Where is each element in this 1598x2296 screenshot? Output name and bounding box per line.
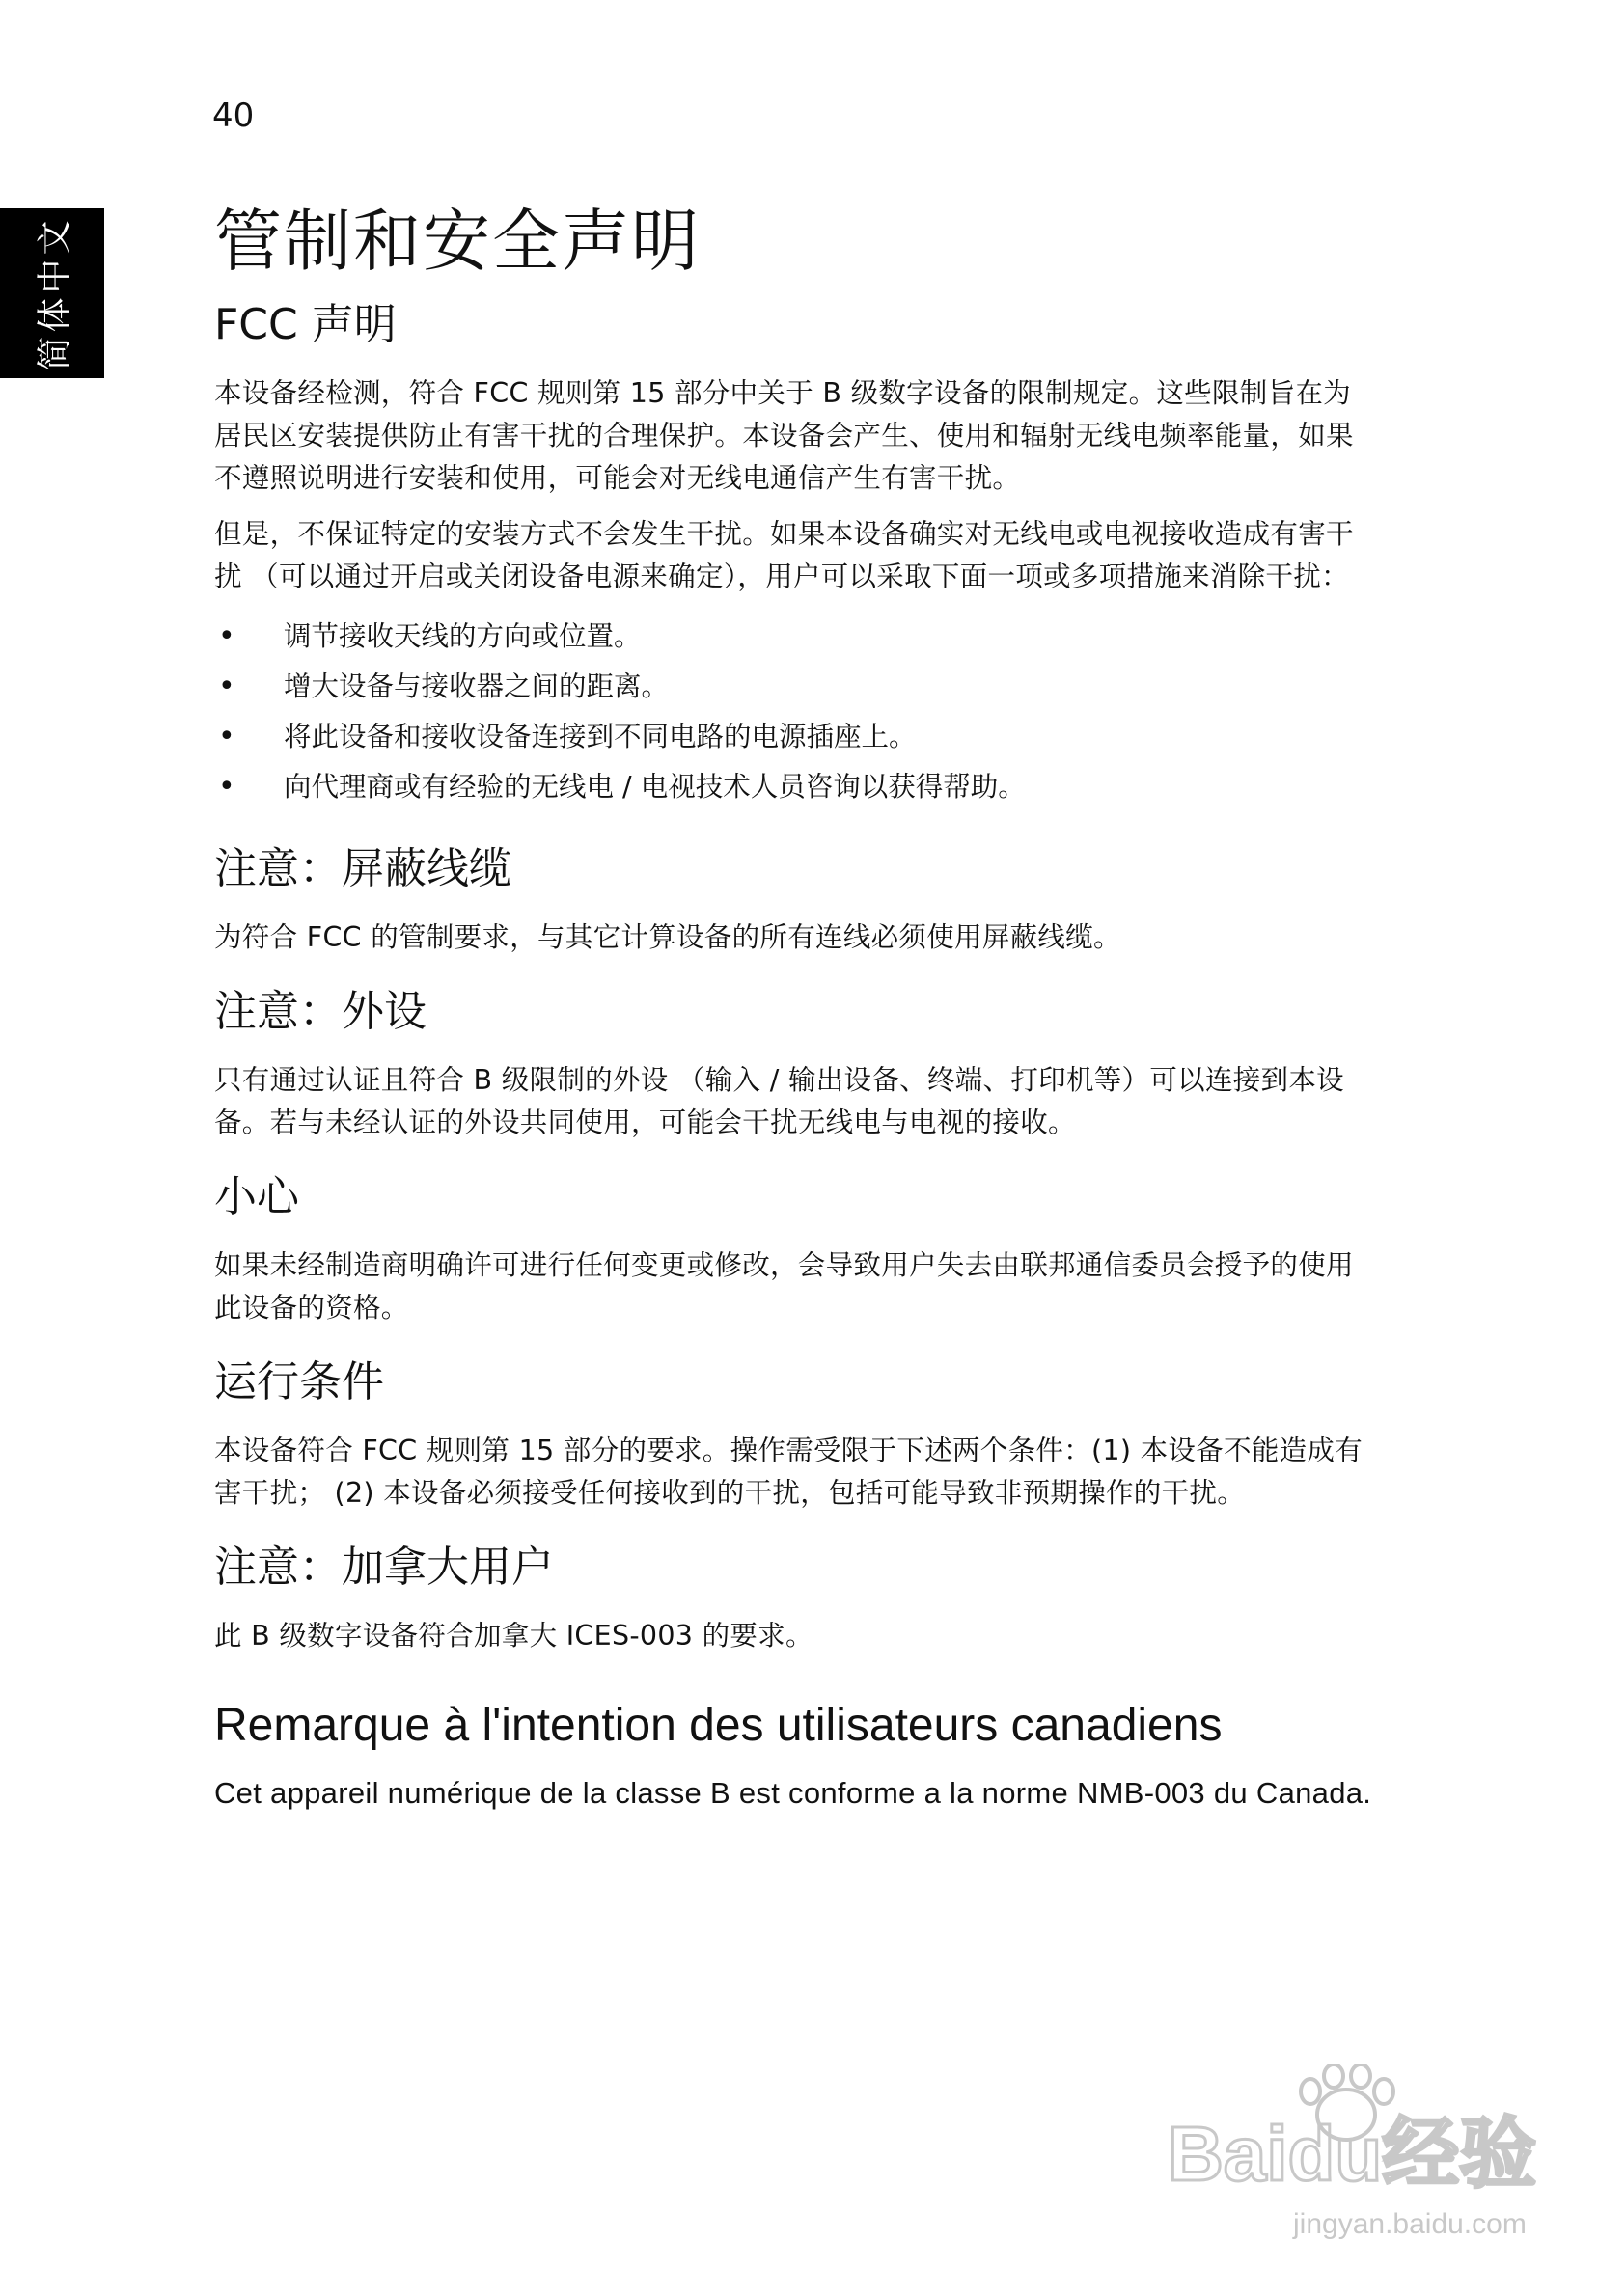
paragraph: 本设备符合 FCC 规则第 15 部分的要求。操作需受限于下述两个条件：(1) 本设备不能造成有害干扰； (2) 本设备必须接受任何接收到的干扰，包括可能导致非预期操作的干扰。 bbox=[214, 1435, 1364, 1509]
section-heading: 注意：加拿大用户 bbox=[214, 1543, 554, 1592]
section-operating-conditions bbox=[214, 1353, 1372, 1515]
section-heading: 注意：外设 bbox=[214, 987, 427, 1036]
bullet-icon: • bbox=[218, 720, 235, 753]
bullet-icon: • bbox=[218, 619, 235, 653]
section-shielded-cables bbox=[214, 839, 1372, 959]
paragraph: 只有通过认证且符合 B 级限制的外设 （输入 / 输出设备、终端、打印机等）可以连接到本设备。若与未经认证的外设共同使用，可能会干扰无线电与电视的接收。 bbox=[214, 1064, 1344, 1138]
list-item bbox=[214, 612, 1372, 662]
section-heading: 注意：屏蔽线缆 bbox=[214, 844, 511, 893]
list-item-text: 调节接收天线的方向或位置。 bbox=[284, 620, 642, 652]
list-item-text: 将此设备和接收设备连接到不同电路的电源插座上。 bbox=[284, 721, 917, 752]
watermark-brand: Baidu经验 bbox=[1168, 2111, 1537, 2197]
paragraph: Cet appareil numérique de la classe B est conforme a la norme NMB-003 du Canada. bbox=[214, 1776, 1372, 1810]
list-item-text: 增大设备与接收器之间的距离。 bbox=[284, 670, 670, 702]
paragraph: 但是，不保证特定的安装方式不会发生干扰。如果本设备确实对无线电或电视接收造成有害干扰 （可以通过开启或关闭设备电源来确定），用户可以采取下面一项或多项措施来消除干扰： bbox=[214, 518, 1354, 592]
bullet-icon: • bbox=[218, 670, 235, 703]
section-fcc-statement bbox=[214, 295, 1372, 812]
paragraph: 为符合 FCC 的管制要求，与其它计算设备的所有连线必须使用屏蔽线缆。 bbox=[214, 921, 1121, 953]
list-item bbox=[214, 762, 1372, 812]
section-peripherals bbox=[214, 982, 1372, 1144]
bullet-icon: • bbox=[218, 770, 235, 804]
section-heading: 小心 bbox=[214, 1172, 299, 1221]
paragraph: 如果未经制造商明确许可进行任何变更或修改，会导致用户失去由联邦通信委员会授予的使用此设备的资格。 bbox=[214, 1249, 1354, 1324]
watermark-url: jingyan.baidu.com bbox=[1293, 2208, 1527, 2240]
paragraph: 本设备经检测，符合 FCC 规则第 15 部分中关于 B 级数字设备的限制规定。这些限制旨在为居民区安装提供防止有害干扰的合理保护。本设备会产生、使用和辐射无线电频率能量，如果不遵照说明进行安装和使用，可能会对无线电通信产生有害干扰。 bbox=[214, 377, 1354, 494]
section-caution bbox=[214, 1167, 1372, 1329]
language-side-tab bbox=[0, 208, 104, 378]
paragraph: 此 B 级数字设备符合加拿大 ICES-003 的要求。 bbox=[214, 1620, 813, 1652]
language-side-tab-label: 简体中文 bbox=[35, 215, 75, 371]
section-heading: FCC 声明 bbox=[214, 300, 397, 349]
list-item bbox=[214, 662, 1372, 712]
section-heading: Remarque à l'intention des utilisateurs canadiens bbox=[214, 1700, 1223, 1751]
list-item-text: 向代理商或有经验的无线电 / 电视技术人员咨询以获得帮助。 bbox=[284, 771, 1026, 803]
page-number: 40 bbox=[212, 96, 255, 135]
document-body bbox=[214, 193, 1372, 1837]
section-canadian-french bbox=[214, 1696, 1372, 1814]
baidu-watermark-logo bbox=[1148, 2064, 1554, 2257]
section-heading: 运行条件 bbox=[214, 1357, 384, 1407]
page-title: 管制和安全声明 bbox=[214, 202, 701, 281]
section-canadian-users bbox=[214, 1538, 1372, 1657]
bullet-list bbox=[214, 612, 1372, 812]
list-item bbox=[214, 712, 1372, 762]
